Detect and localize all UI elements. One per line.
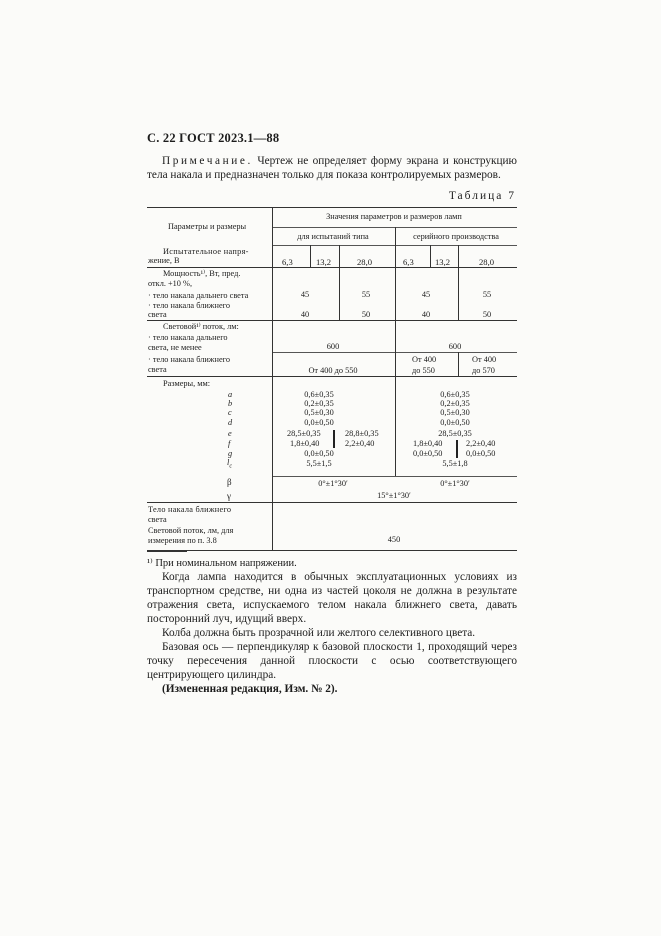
- dim-letter: $l_c$: [227, 458, 232, 470]
- flux-near-serial-1: От 400: [412, 355, 437, 364]
- near-filament-label: Тело накала ближнего: [148, 505, 232, 514]
- flux-near-serial-2: От 400: [472, 355, 497, 364]
- power-label: Мощность¹⁾, Вт, пред.: [163, 269, 241, 278]
- dim-serial-value: 28,5±0,35: [438, 429, 472, 438]
- voltage-value: 13,2: [316, 257, 332, 267]
- beta-label: β: [227, 477, 232, 487]
- dim-serial-value: 5,5±1,8: [442, 459, 468, 468]
- power-far-value: 55: [361, 290, 371, 299]
- flux-near-serial-1b: до 550: [412, 366, 435, 375]
- flux-near-label: · тело накала ближнего: [148, 355, 230, 364]
- power-far-value: 55: [482, 290, 492, 299]
- dim-serial-value: 2,2±0,40: [466, 439, 496, 448]
- power-near-value: 50: [361, 310, 371, 319]
- dim-type-value: 0,2±0,35: [304, 399, 334, 408]
- measure-flux-value: 450: [387, 535, 401, 544]
- dim-letter: e: [228, 429, 232, 438]
- dim-serial-value: 1,8±0,40: [413, 439, 443, 448]
- power-near-value: 40: [300, 310, 310, 319]
- flux-far-label-2: света, не менее: [148, 343, 202, 352]
- header-type-test: для испытаний типа: [297, 232, 369, 241]
- power-near-value: 40: [421, 310, 431, 319]
- flux-far-label: · тело накала дальнего: [148, 333, 228, 342]
- dim-serial-value: 0,2±0,35: [440, 399, 470, 408]
- paragraph: Базовая ось — перпендикуляр к базовой плоскости 1, проходящий через точку пересечения данной плоскости с осью соответствующего центрирующего цилиндра.: [147, 641, 517, 681]
- amendment-note: (Измененная редакция, Изм. № 2).: [162, 683, 338, 695]
- dim-type-value: 2,2±0,40: [345, 439, 375, 448]
- note-paragraph: [147, 154, 517, 182]
- voltage-value: 28,0: [479, 257, 495, 267]
- near-filament-label-2: света: [148, 515, 167, 524]
- dim-serial-value: 0,0±0,50: [440, 418, 470, 427]
- beta-serial-value: 0°±1°30′: [440, 479, 470, 488]
- paragraph: Колба должна быть прозрачной или желтого селективного цвета.: [162, 627, 476, 639]
- voltage-value: 28,0: [357, 257, 373, 267]
- footnote: ¹⁾ При номинальном напряжении.: [147, 558, 297, 569]
- power-near-label-2: света: [148, 310, 167, 319]
- page-header: С. 22 ГОСТ 2023.1—88: [147, 131, 280, 145]
- note-label: Примечание.: [162, 155, 253, 167]
- gamma-value: 15°±1°30′: [377, 491, 411, 500]
- flux-near-label-2: света: [148, 365, 167, 374]
- dim-letter: c: [228, 408, 232, 417]
- power-near-value: 50: [482, 310, 492, 319]
- voltage-value: 13,2: [435, 257, 451, 267]
- dim-type-value: 5,5±1,5: [306, 459, 332, 468]
- flux-far-type: 600: [326, 342, 340, 351]
- power-label-2: откл. +10 %,: [148, 279, 193, 288]
- power-far-value: 45: [300, 290, 310, 299]
- flux-label: Световой¹⁾ поток, лм:: [163, 322, 239, 331]
- gamma-label: γ: [227, 491, 231, 501]
- dim-letter: f: [228, 439, 231, 448]
- power-far-label: · тело накала дальнего света: [148, 291, 249, 300]
- table-caption: Таблица 7: [448, 190, 516, 202]
- flux-far-serial: 600: [448, 342, 462, 351]
- header-values: Значения параметров и размеров ламп: [326, 212, 462, 221]
- note-text: Чертеж не определяет форму экрана и конструкцию тела накала и предназначен только для показа контролируемых размеров.: [147, 155, 517, 181]
- body-text: [147, 570, 517, 696]
- dim-serial-value: 0,6±0,35: [440, 390, 470, 399]
- flux-near-serial-2b: до 570: [472, 366, 495, 375]
- dim-type-value: 0,6±0,35: [304, 390, 334, 399]
- dim-letter: b: [228, 399, 233, 408]
- paragraph: Когда лампа находится в обычных эксплуатационных условиях из транспортном средстве, ни одна из частей цоколя не должна в результате отражения света, испускаемого телом накала ближнего света, давать посторонний луч, идущий вверх.: [147, 571, 517, 625]
- dims-label: Размеры, мм:: [163, 379, 211, 388]
- voltage-label: Испытательное напря-: [163, 247, 249, 256]
- dim-letter: d: [228, 418, 233, 427]
- voltage-value: 6,3: [403, 257, 414, 267]
- dim-type-value: 28,5±0,35: [287, 429, 321, 438]
- power-near-label: · тело накала ближнего: [148, 301, 230, 310]
- dim-serial-value: 0,0±0,50: [466, 449, 496, 458]
- dim-serial-value: 0,0±0,50: [413, 449, 443, 458]
- header-serial: серийного производства: [413, 232, 499, 241]
- dim-letter: a: [228, 390, 233, 399]
- voltage-label-2: жение, В: [148, 256, 180, 265]
- measure-flux-label: Световой поток, лм, для: [148, 526, 234, 535]
- dim-type-value: 1,8±0,40: [290, 439, 320, 448]
- measure-flux-label-2: измерения по п. 3.8: [148, 536, 217, 545]
- voltage-value: 6,3: [282, 257, 293, 267]
- dim-serial-value: 0,5±0,30: [440, 408, 470, 417]
- dim-type-value: 0,0±0,50: [304, 418, 334, 427]
- dim-type-value: 0,0±0,50: [304, 449, 334, 458]
- dim-letter: g: [228, 449, 233, 458]
- flux-near-type: От 400 до 550: [308, 366, 358, 375]
- power-far-value: 45: [421, 290, 431, 299]
- dim-type-value: 28,8±0,35: [345, 429, 379, 438]
- beta-type-value: 0°±1°30′: [318, 479, 348, 488]
- dim-type-value: 0,5±0,30: [304, 408, 334, 417]
- header-params: Параметры и размеры: [168, 222, 247, 231]
